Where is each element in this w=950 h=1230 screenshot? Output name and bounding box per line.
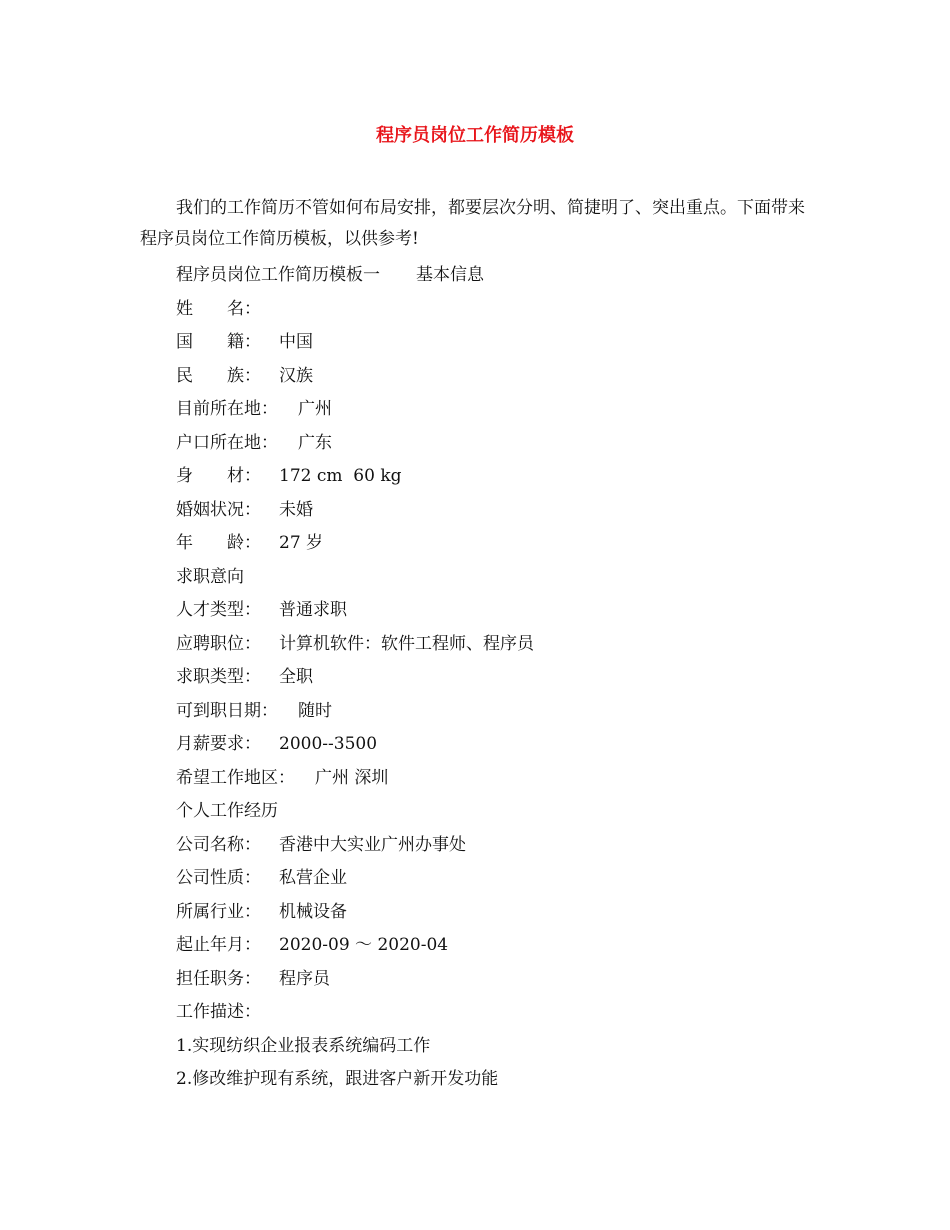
work-description-item: 1.实现纺织企业报表系统编码工作 [176, 1035, 431, 1056]
field-label: 户口所在地： [176, 432, 278, 453]
field-label: 月薪要求： [176, 734, 261, 754]
field-label: 起止年月： [176, 935, 261, 955]
field-label: 年 龄： [176, 533, 261, 553]
section-intent-heading: 求职意向 [176, 566, 244, 587]
field-job-type [176, 661, 816, 695]
field-label: 国 籍： [176, 332, 261, 352]
field-value: 中国 [279, 332, 313, 352]
field-label: 所属行业： [176, 901, 261, 922]
field-value: 汉族 [279, 365, 313, 386]
field-company-type [176, 862, 816, 896]
field-value: 机械设备 [279, 901, 347, 922]
field-period [176, 929, 816, 963]
field-label: 姓 名： [176, 298, 261, 319]
field-value: 香港中大实业广州办事处 [279, 834, 466, 855]
field-label: 希望工作地区： [176, 767, 295, 788]
field-label: 身 材： [176, 466, 261, 486]
field-value: 程序员 [279, 968, 330, 989]
field-label: 目前所在地： [176, 399, 278, 419]
field-value: 广州 深圳 [315, 767, 389, 788]
field-label: 公司名称： [176, 834, 261, 855]
field-position [176, 628, 816, 662]
work-description-label: 工作描述： [176, 1002, 261, 1022]
field-label: 求职类型： [176, 667, 261, 687]
field-name [176, 293, 816, 327]
field-value: 2000--3500 [279, 734, 378, 754]
field-role [176, 963, 816, 997]
section-experience-heading: 个人工作经历 [176, 801, 278, 821]
field-value: 全职 [279, 667, 313, 687]
field-value: 随时 [298, 700, 332, 721]
resume-body [176, 259, 816, 1097]
field-industry [176, 896, 816, 930]
field-value: 私营企业 [279, 868, 347, 888]
field-label: 担任职务： [176, 968, 261, 989]
field-nationality [176, 326, 816, 360]
field-age [176, 527, 816, 561]
field-ethnicity [176, 360, 816, 394]
document-title: 程序员岗位工作简历模板 [376, 125, 574, 146]
field-label: 可到职日期： [176, 700, 278, 721]
template-heading-row [176, 259, 816, 293]
field-start-date [176, 695, 816, 729]
field-label: 民 族： [176, 365, 261, 386]
field-value: 2020-09 ～ 2020-04 [279, 935, 449, 955]
field-value: 普通求职 [279, 600, 347, 620]
field-label: 人才类型： [176, 600, 261, 620]
field-value: 172 cm 60 kg [279, 466, 402, 486]
field-value: 未婚 [279, 499, 313, 520]
section-basic-heading: 基本信息 [416, 265, 484, 285]
field-build [176, 460, 816, 494]
field-salary [176, 728, 816, 762]
template-heading: 程序员岗位工作简历模板一 [176, 265, 380, 285]
field-label: 婚姻状况： [176, 499, 261, 520]
field-label: 应聘职位： [176, 633, 261, 654]
work-description-item: 2.修改维护现有系统，跟进客户新开发功能 [176, 1069, 499, 1089]
field-company-name [176, 829, 816, 863]
field-value: 计算机软件：软件工程师、程序员 [279, 633, 534, 654]
field-value: 广州 [298, 399, 332, 419]
field-work-region [176, 762, 816, 796]
field-value: 广东 [298, 432, 332, 453]
intro-paragraph: 我们的工作简历不管如何布局安排，都要层次分明、简捷明了、突出重点。下面带来程序员岗位工作简历模板，以供参考! [140, 198, 805, 249]
field-talent-type [176, 594, 816, 628]
field-label: 公司性质： [176, 868, 261, 888]
field-marital-status [176, 494, 816, 528]
field-value: 27 岁 [279, 533, 324, 553]
field-current-location [176, 393, 816, 427]
field-registered-residence [176, 427, 816, 461]
